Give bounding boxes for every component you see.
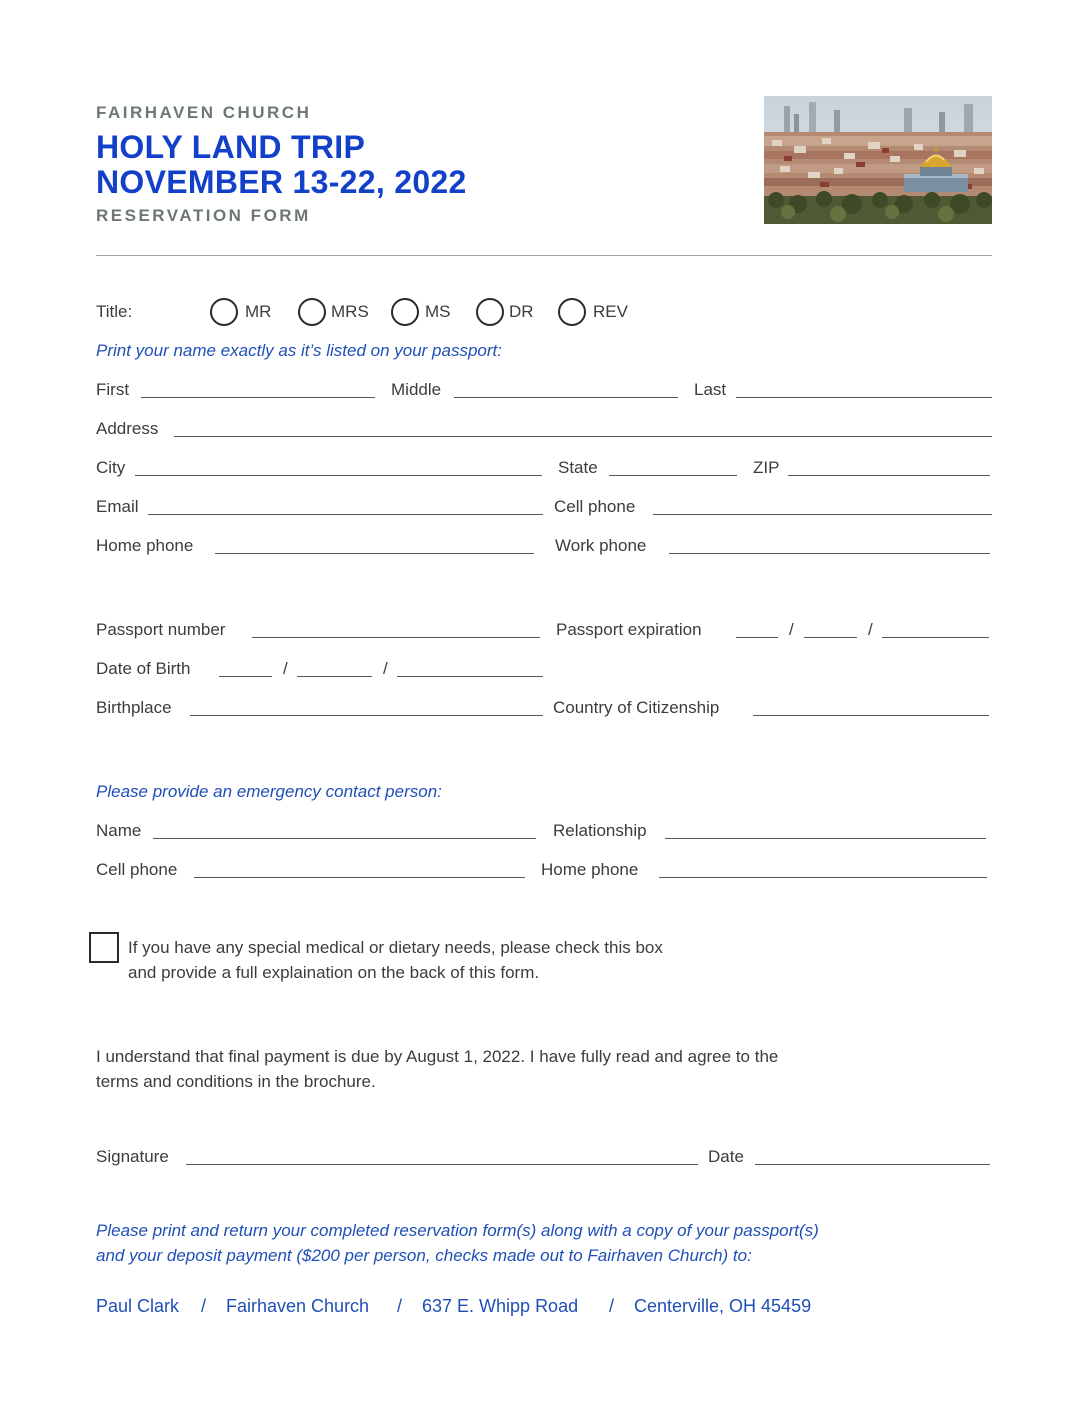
relationship-field[interactable] (665, 838, 986, 839)
last-name-field[interactable] (736, 397, 992, 398)
city-label: City (96, 458, 126, 477)
date-separator: / (283, 659, 288, 678)
dob-year-field[interactable] (397, 676, 543, 677)
trip-title: HOLY LAND TRIP (96, 129, 366, 165)
birthplace-label: Birthplace (96, 698, 172, 717)
first-name-label: First (96, 380, 130, 399)
medical-note-line2: and provide a full explaination on the back of this form. (128, 963, 540, 982)
agreement-line2: terms and conditions in the brochure. (96, 1072, 376, 1091)
birthplace-field[interactable] (190, 715, 543, 716)
dob-label: Date of Birth (96, 659, 191, 678)
radio-dr[interactable] (476, 298, 504, 326)
zip-label: ZIP (753, 458, 780, 477)
passport-expiration-label: Passport expiration (556, 620, 702, 639)
city-field[interactable] (135, 475, 542, 476)
radio-ms-label: MS (425, 302, 451, 321)
email-field[interactable] (148, 514, 543, 515)
passport-exp-day-field[interactable] (804, 637, 857, 638)
email-label: Email (96, 497, 139, 516)
contact-city: Centerville, OH 45459 (634, 1296, 812, 1316)
medical-needs-checkbox[interactable] (89, 932, 119, 963)
medical-note-line1: If you have any special medical or dietary needs, please check this box (128, 938, 663, 957)
footer-separator: / (201, 1296, 207, 1316)
return-note-line1: Please print and return your completed reservation form(s) along with a copy of your passport(s) (96, 1221, 819, 1240)
passport-name-note: Print your name exactly as it’s listed on your passport: (96, 341, 502, 360)
work-phone-field[interactable] (669, 553, 990, 554)
contact-church: Fairhaven Church (226, 1296, 370, 1316)
trip-dates: NOVEMBER 13-22, 2022 (96, 164, 467, 200)
work-phone-label: Work phone (555, 536, 647, 555)
footer-separator: / (397, 1296, 403, 1316)
form-subtitle: RESERVATION FORM (96, 206, 311, 225)
citizenship-label: Country of Citizenship (553, 698, 720, 717)
radio-mr-label: MR (245, 302, 272, 321)
emergency-home-field[interactable] (659, 877, 987, 878)
radio-mr[interactable] (210, 298, 238, 326)
middle-name-field[interactable] (454, 397, 678, 398)
cell-phone-label: Cell phone (554, 497, 636, 516)
state-field[interactable] (609, 475, 737, 476)
radio-mrs-label: MRS (331, 302, 369, 321)
signature-label: Signature (96, 1147, 169, 1166)
date-separator: / (868, 620, 873, 639)
emergency-cell-label: Cell phone (96, 860, 178, 879)
radio-mrs[interactable] (298, 298, 326, 326)
cell-phone-field[interactable] (653, 514, 992, 515)
address-label: Address (96, 419, 159, 438)
zip-field[interactable] (788, 475, 990, 476)
emergency-cell-field[interactable] (194, 877, 525, 878)
middle-name-label: Middle (391, 380, 442, 399)
emergency-name-field[interactable] (153, 838, 536, 839)
radio-ms[interactable] (391, 298, 419, 326)
passport-exp-month-field[interactable] (736, 637, 778, 638)
footer-separator: / (609, 1296, 615, 1316)
radio-rev[interactable] (558, 298, 586, 326)
contact-name: Paul Clark (96, 1296, 180, 1316)
dob-month-field[interactable] (219, 676, 272, 677)
dob-day-field[interactable] (297, 676, 372, 677)
state-label: State (558, 458, 598, 477)
home-phone-field[interactable] (215, 553, 534, 554)
emergency-contact-note: Please provide an emergency contact person: (96, 782, 442, 801)
relationship-label: Relationship (553, 821, 647, 840)
signature-field[interactable] (186, 1164, 698, 1165)
title-label: Title: (96, 302, 133, 321)
last-name-label: Last (694, 380, 727, 399)
date-separator: / (789, 620, 794, 639)
date-separator: / (383, 659, 388, 678)
passport-number-field[interactable] (252, 637, 540, 638)
passport-exp-year-field[interactable] (882, 637, 989, 638)
emergency-home-label: Home phone (541, 860, 639, 879)
date-field[interactable] (755, 1164, 990, 1165)
church-name: FAIRHAVEN CHURCH (96, 103, 312, 122)
header-divider (96, 255, 992, 256)
home-phone-label: Home phone (96, 536, 194, 555)
first-name-field[interactable] (141, 397, 375, 398)
agreement-line1: I understand that final payment is due by August 1, 2022. I have fully read and agree to the (96, 1047, 779, 1066)
date-label: Date (708, 1147, 744, 1166)
jerusalem-photo (764, 96, 992, 224)
contact-street: 637 E. Whipp Road (422, 1296, 579, 1316)
address-field[interactable] (174, 436, 992, 437)
emergency-name-label: Name (96, 821, 142, 840)
radio-rev-label: REV (593, 302, 628, 321)
citizenship-field[interactable] (753, 715, 989, 716)
passport-number-label: Passport number (96, 620, 226, 639)
radio-dr-label: DR (509, 302, 534, 321)
return-note-line2: and your deposit payment ($200 per person, checks made out to Fairhaven Church) to: (96, 1246, 752, 1265)
